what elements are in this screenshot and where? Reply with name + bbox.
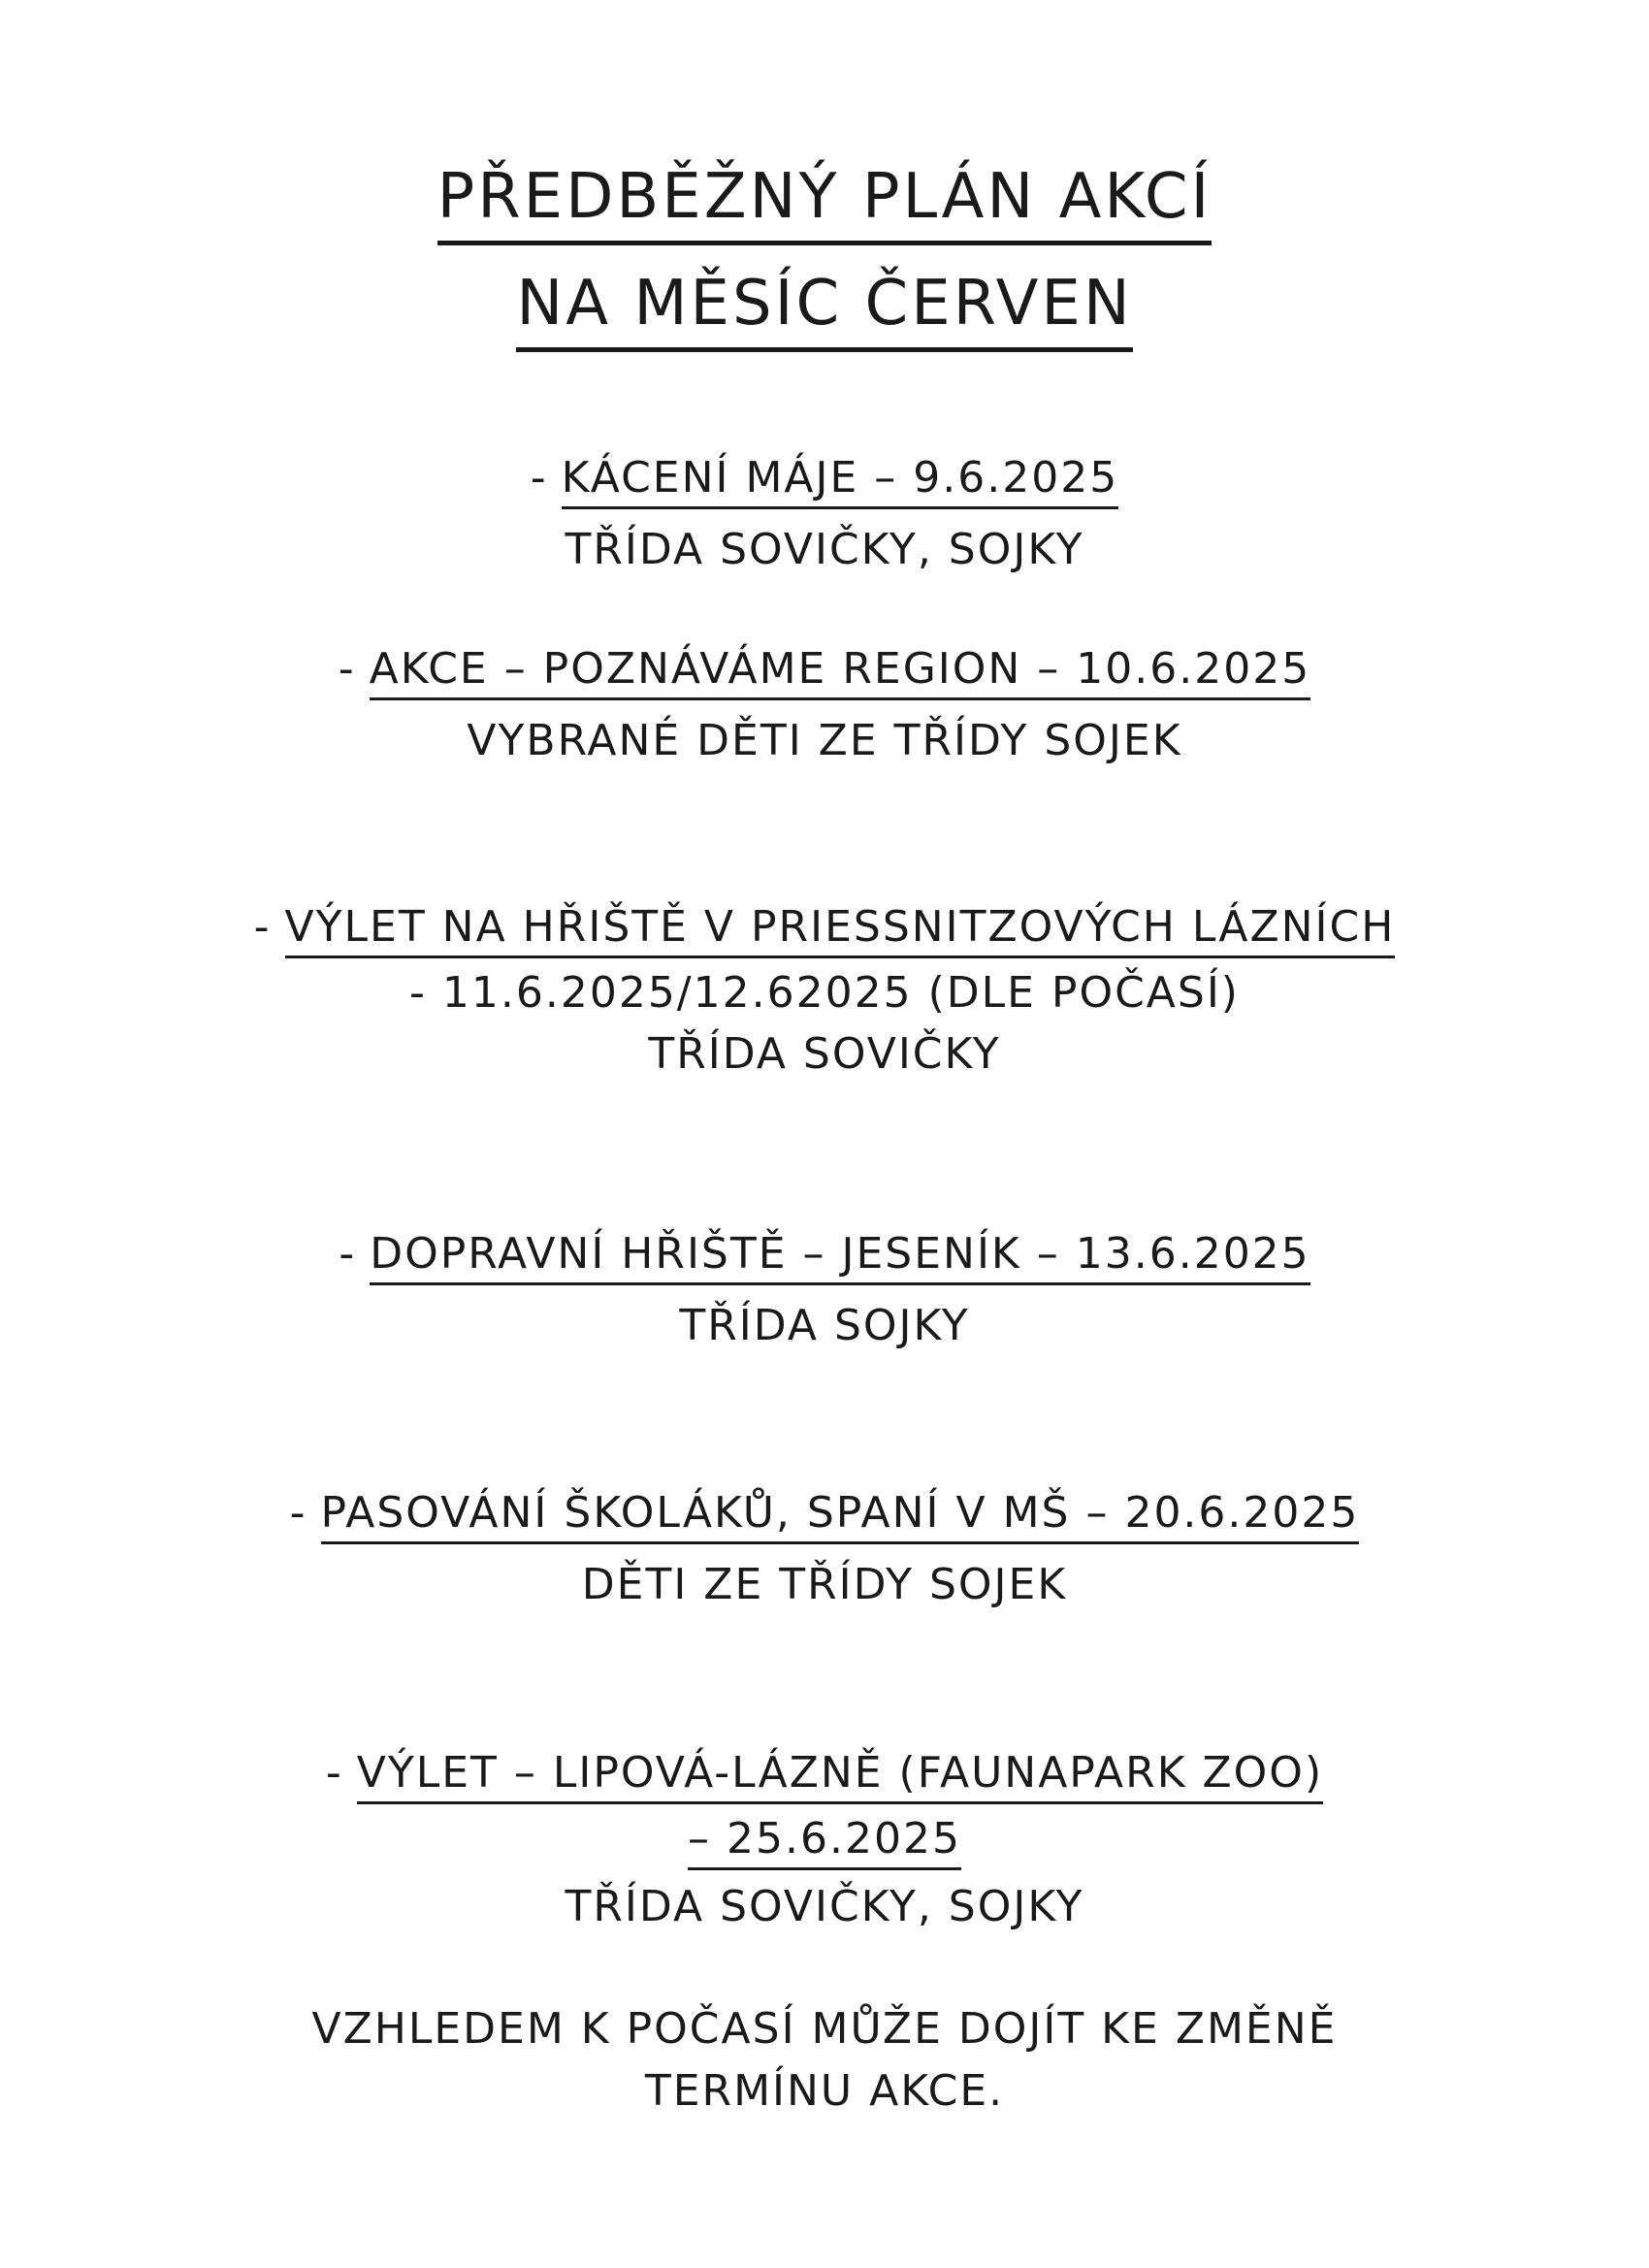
event-heading: DOPRAVNÍ HŘIŠTĚ – JESENÍK – 13.6.2025 (370, 1227, 1310, 1285)
event-heading: VÝLET NA HŘIŠTĚ V PRIESSNITZOVÝCH LÁZNÍCH (285, 900, 1396, 958)
event-item (0, 1227, 1649, 1352)
event-group: TŘÍDA SOVIČKY, SOJKY (565, 1882, 1084, 1931)
event-date: – 25.6.2025 (688, 1812, 961, 1870)
event-group: DĚTI ZE TŘÍDY SOJEK (581, 1560, 1068, 1609)
event-item (0, 1746, 1649, 1933)
event-dash: - (289, 1488, 307, 1538)
event-dash: - (325, 1748, 343, 1798)
event-item (0, 900, 1649, 1081)
note-line-2: TERMÍNU AKCE. (644, 2065, 1005, 2116)
note-line-1: VZHLEDEM K POČASÍ MŮŽE DOJÍT KE ZMĚNĚ (311, 2004, 1338, 2054)
event-item (0, 451, 1649, 576)
event-heading: AKCE – POZNÁVÁME REGION – 10.6.2025 (370, 642, 1311, 700)
title-line-2: NA MĚSÍC ČERVEN (516, 267, 1132, 352)
event-item (0, 642, 1649, 767)
event-heading: VÝLET – LIPOVÁ-LÁZNĚ (FAUNAPARK ZOO) (357, 1746, 1323, 1804)
event-dash: - (339, 1229, 357, 1279)
event-group: TŘÍDA SOVIČKY (648, 1029, 1001, 1079)
event-dash: - (338, 644, 356, 694)
event-heading: PASOVÁNÍ ŠKOLÁKŮ, SPANÍ V MŠ – 20.6.2025 (321, 1486, 1360, 1544)
event-group: TŘÍDA SOJKY (679, 1301, 970, 1350)
title-line-1: PŘEDBĚŽNÝ PLÁN AKCÍ (437, 160, 1212, 245)
event-item (0, 1486, 1649, 1611)
event-group: TŘÍDA SOVIČKY, SOJKY (565, 525, 1084, 574)
event-group: VYBRANÉ DĚTI ZE TŘÍDY SOJEK (467, 716, 1182, 765)
event-heading: KÁCENÍ MÁJE – 9.6.2025 (562, 451, 1119, 509)
page-title (0, 160, 1649, 352)
weather-note (0, 1998, 1649, 2122)
event-date: - 11.6.2025/12.62025 (DLE POČASÍ) (409, 968, 1240, 1018)
event-dash: - (530, 453, 548, 502)
event-dash: - (253, 902, 272, 952)
